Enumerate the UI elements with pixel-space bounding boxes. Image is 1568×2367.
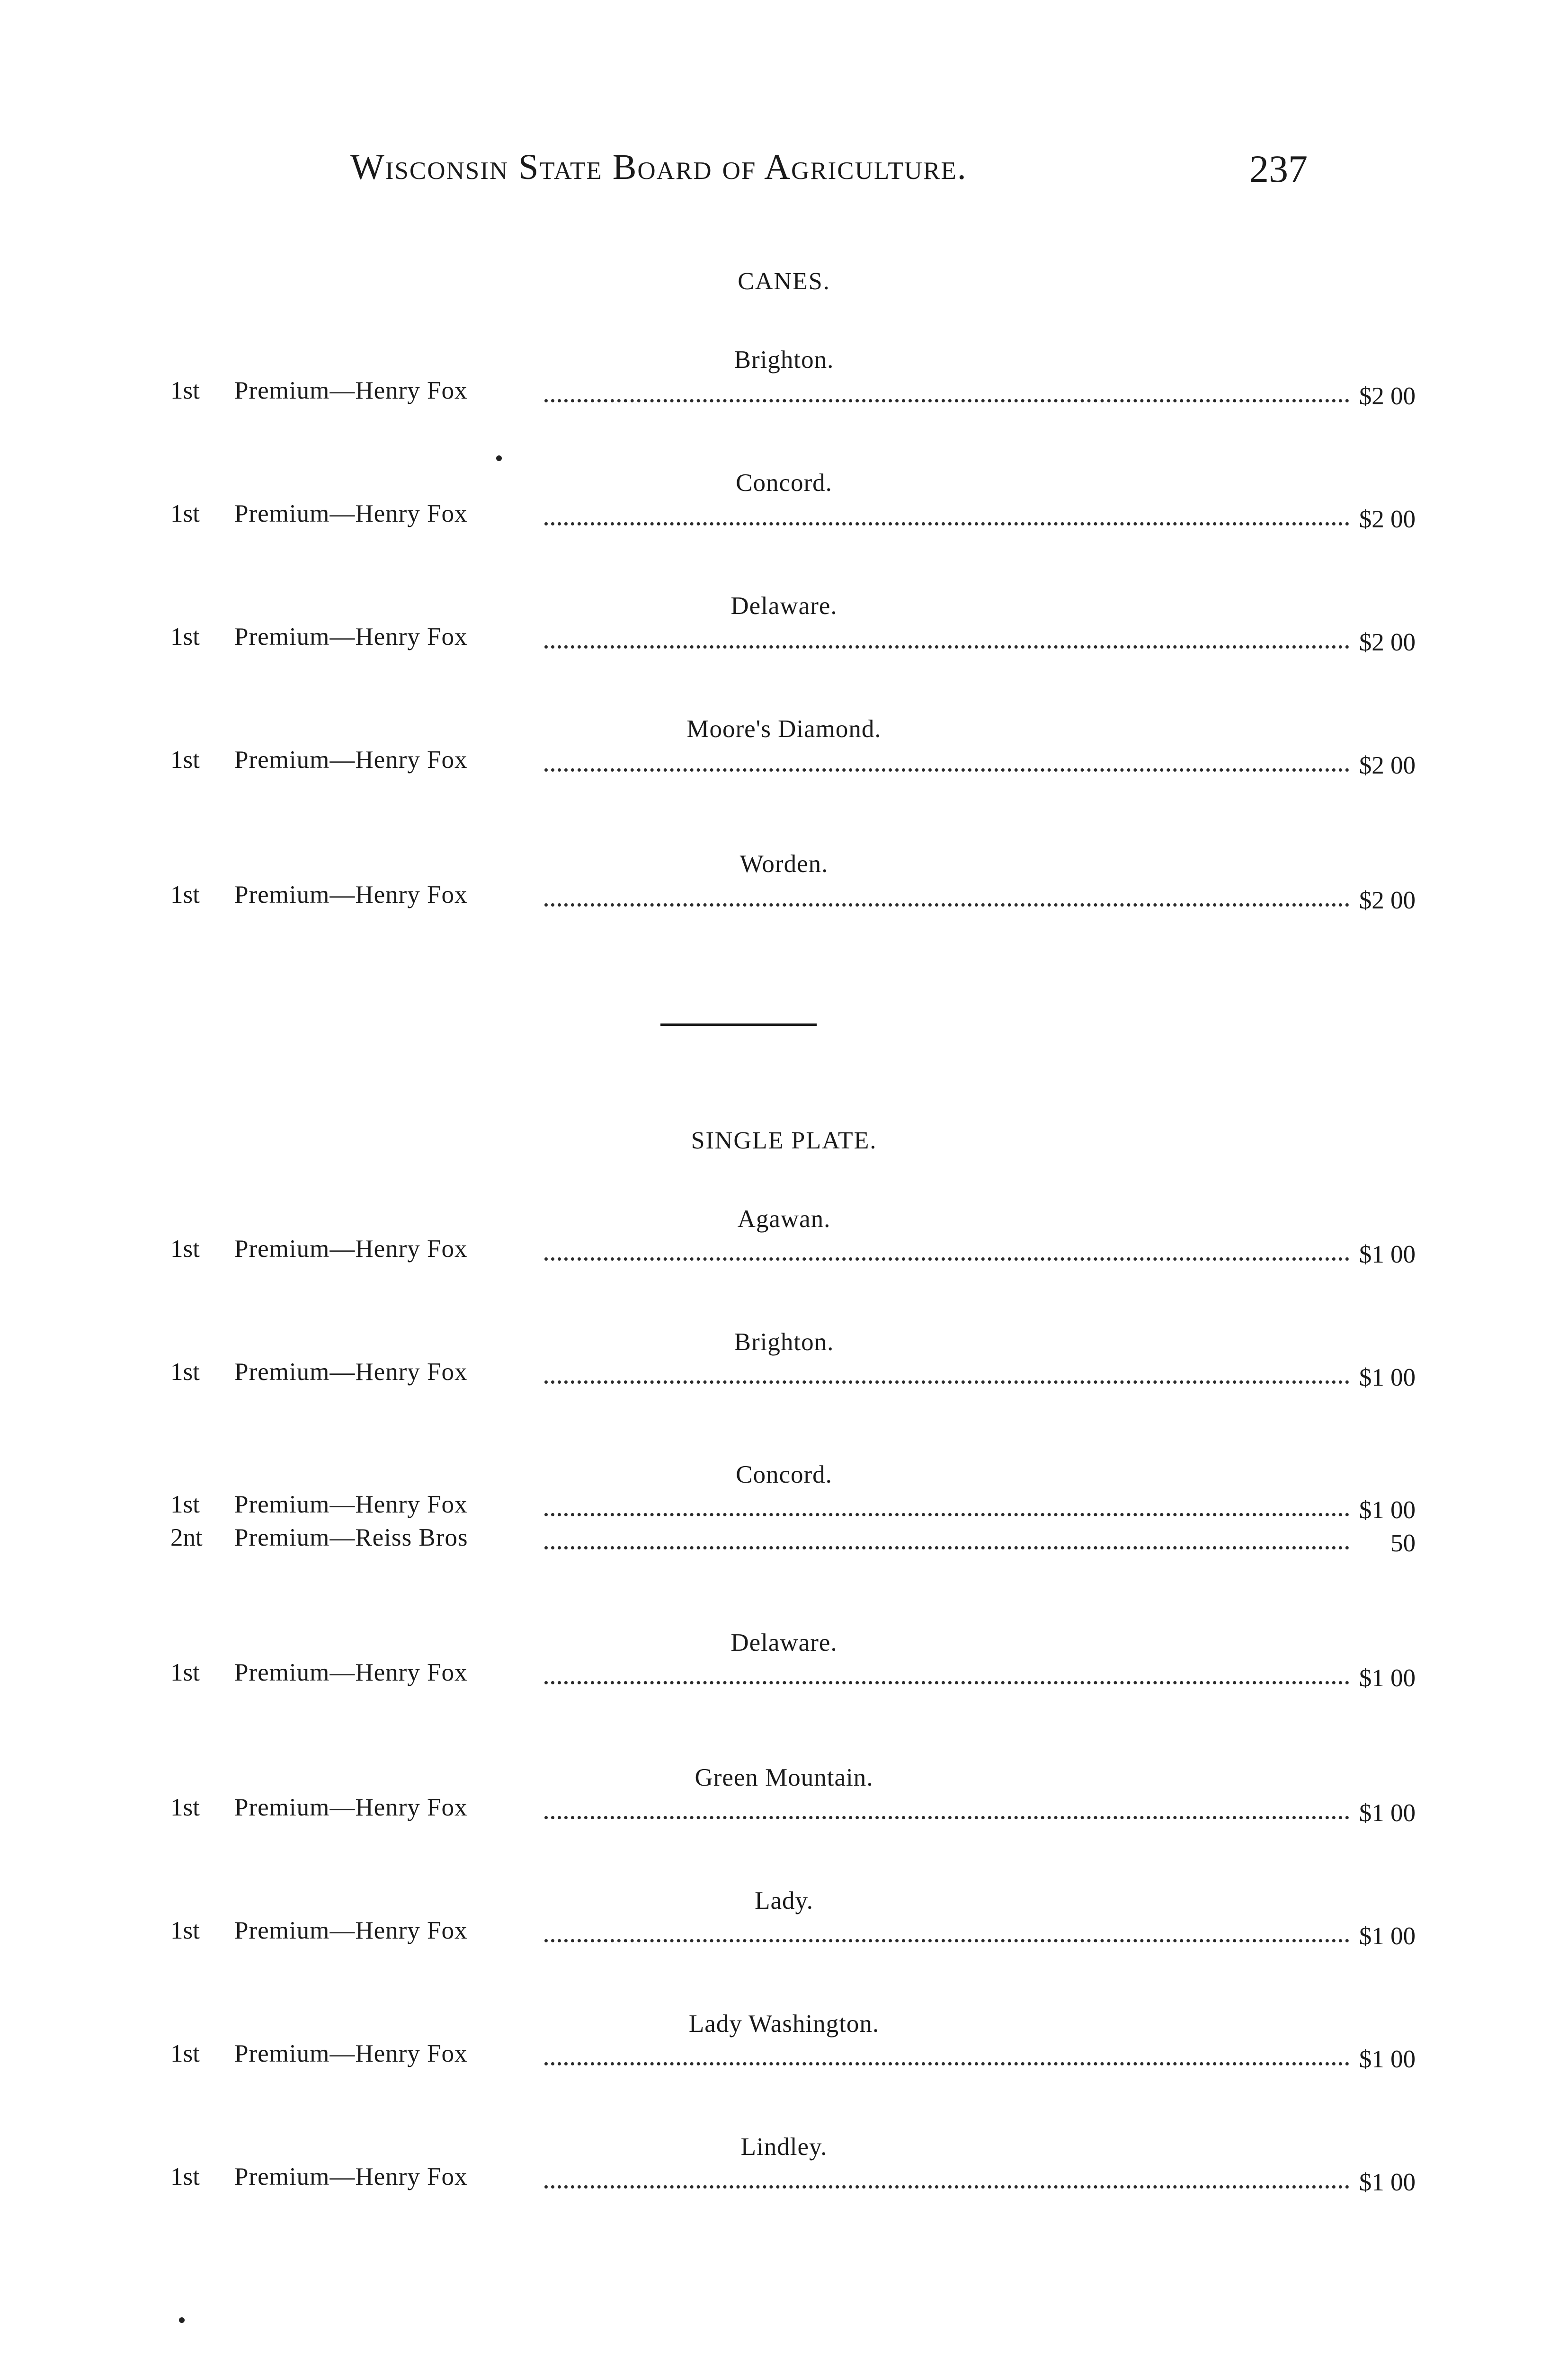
entry-award: Premium—Henry Fox [234,1491,468,1518]
entry-amount: $2 00 [1359,383,1416,410]
entry-rank: 1st [170,500,200,527]
premium-entry [170,881,1416,914]
variety-heading: Brighton. [734,1328,834,1356]
entry-rank: 1st [170,1659,200,1686]
entry-rank: 2nt [170,1524,203,1551]
variety-heading: Worden. [739,850,829,878]
variety-heading: Delaware. [731,592,837,620]
entry-rank: 1st [170,1235,200,1263]
entry-award: Premium—Henry Fox [234,881,468,908]
premium-entry [170,1523,1416,1557]
premium-entry [170,2162,1416,2196]
entry-rank: 1st [170,1491,200,1518]
entry-rank: 1st [170,1917,200,1944]
page-number: 237 [1249,147,1308,190]
entry-amount: 50 [1390,1530,1416,1557]
entry-rank: 1st [170,2163,200,2190]
premium-entry [170,1658,1416,1692]
entry-award: Premium—Henry Fox [234,2040,468,2067]
entry-amount: $1 00 [1359,1496,1416,1524]
entry-award: Premium—Henry Fox [234,2163,468,2190]
entry-amount: $2 00 [1359,887,1416,914]
variety-heading: Concord. [736,1461,832,1488]
entry-amount: $2 00 [1359,629,1416,656]
entry-rank: 1st [170,881,200,908]
entry-rank: 1st [170,377,200,404]
entry-amount: $1 00 [1359,1241,1416,1268]
entry-rank: 1st [170,746,200,774]
premium-entry [170,746,1416,779]
variety-heading: Concord. [736,469,832,497]
variety-heading: Lindley. [740,2133,828,2161]
entry-award: Premium—Reiss Bros [234,1524,468,1551]
premium-entry [170,1916,1416,1950]
entry-amount: $2 00 [1359,506,1416,533]
entry-award: Premium—Henry Fox [234,500,468,527]
premium-entry [170,1490,1416,1524]
premium-entry [170,2039,1416,2073]
premium-entry [170,1235,1416,1268]
entry-rank: 1st [170,1358,200,1386]
entry-rank: 1st [170,623,200,650]
entry-amount: $1 00 [1359,2046,1416,2073]
variety-heading: Brighton. [734,346,834,374]
variety-heading: Agawan. [737,1205,831,1233]
entry-rank: 1st [170,2040,200,2067]
premium-entry [170,1793,1416,1827]
entry-award: Premium—Henry Fox [234,1235,468,1263]
entry-award: Premium—Henry Fox [234,1917,468,1944]
section-heading-canes: CANES. [738,268,830,295]
ink-speck [496,455,502,461]
entry-amount: $1 00 [1359,1664,1416,1692]
section-heading-single-plate: SINGLE PLATE. [691,1127,877,1154]
entry-amount: $1 00 [1359,1364,1416,1391]
variety-heading: Moore's Diamond. [686,715,882,743]
entry-rank: 1st [170,1794,200,1821]
entry-amount: $1 00 [1359,2169,1416,2196]
entry-award: Premium—Henry Fox [234,746,468,774]
page-header [0,147,1568,199]
entry-award: Premium—Henry Fox [234,623,468,650]
premium-entry [170,499,1416,533]
variety-heading: Delaware. [731,1629,837,1656]
entry-award: Premium—Henry Fox [234,377,468,404]
running-title: Wisconsin State Board of Agriculture. [350,147,967,187]
ink-speck [179,2317,185,2323]
entry-amount: $1 00 [1359,1799,1416,1827]
variety-heading: Lady. [755,1887,813,1914]
entry-award: Premium—Henry Fox [234,1794,468,1821]
premium-entry [170,1358,1416,1391]
entry-amount: $2 00 [1359,752,1416,779]
entry-award: Premium—Henry Fox [234,1659,468,1686]
entry-amount: $1 00 [1359,1922,1416,1950]
variety-heading: Green Mountain. [695,1764,873,1791]
variety-heading: Lady Washington. [688,2010,880,2038]
entry-award: Premium—Henry Fox [234,1358,468,1386]
section-divider [660,1023,817,1026]
premium-entry [170,376,1416,410]
premium-entry [170,623,1416,656]
